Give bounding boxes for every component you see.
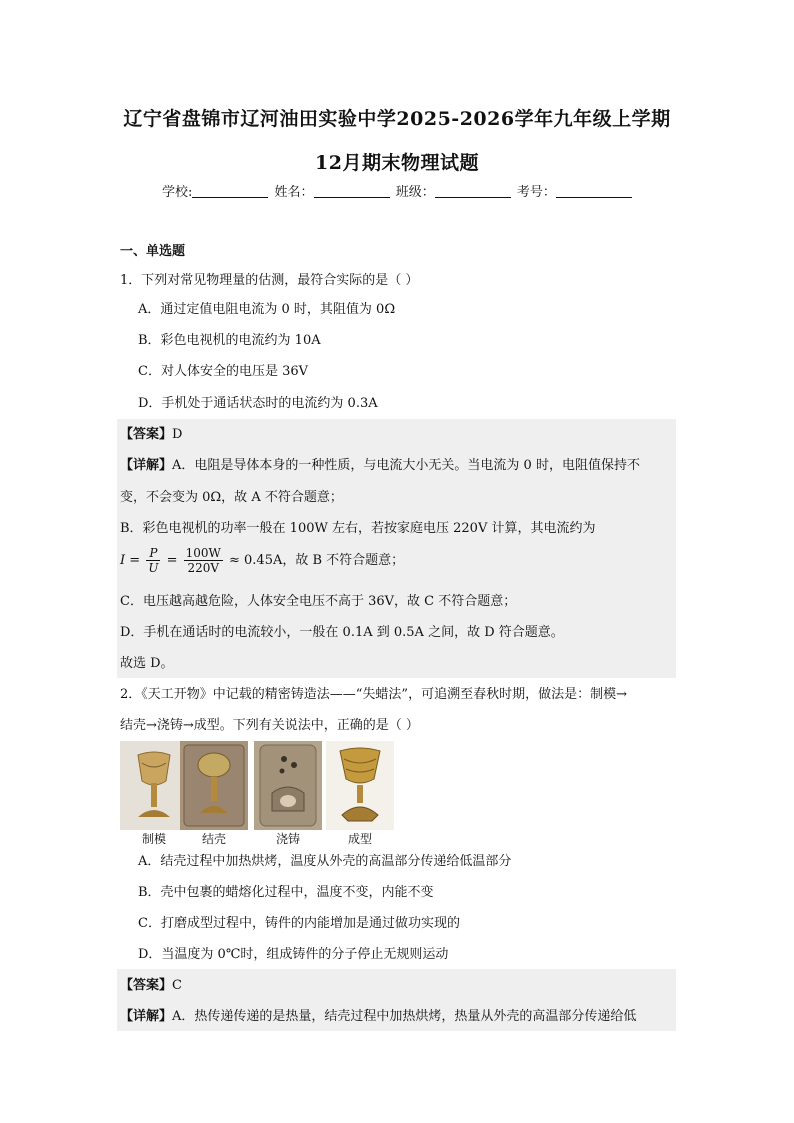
exam-title-line2: 12月期末物理试题 xyxy=(315,152,479,174)
q2-option-c: C．打磨成型过程中，铸件的内能增加是通过做功实现的 xyxy=(138,916,460,931)
formula-p-over-u: $\frac{P}{U}$ xyxy=(148,546,159,575)
exam-title-line1: 辽宁省盘锦市辽河油田实验中学2025-2026学年九年级上学期 xyxy=(123,108,671,130)
q2-option-b: B．壳中包裹的蜡熔化过程中，温度不变，内能不变 xyxy=(138,885,434,900)
q1-conclusion: 故选 D。 xyxy=(120,656,174,671)
school-label: 学校: xyxy=(162,185,193,200)
q1-formula: I = $\frac{P}{U}$ = $\frac{100W}{220V}$ ≈ 0.45A，故 B 不符合题意； xyxy=(120,546,405,575)
mold-icon xyxy=(254,741,322,830)
q2-answer xyxy=(120,978,182,994)
class-blank[interactable] xyxy=(435,184,511,198)
q2-detail-line1 xyxy=(120,1009,636,1025)
q1-stem: 1．下列对常见物理量的估测，最符合实际的是（ ） xyxy=(120,273,419,288)
detail-tag: 【详解】 xyxy=(120,1009,173,1024)
answer-tag: 【答案】 xyxy=(120,978,173,993)
answer-tag: 【答案】 xyxy=(120,427,173,442)
formula-result: ≈ 0.45A xyxy=(229,553,283,568)
q2-option-a: A．结壳过程中加热烘烤，温度从外壳的高温部分传递给低温部分 xyxy=(138,854,512,869)
q1-detail-line3: B．彩色电视机的功率一般在 100W 左右，若按家庭电压 220V 计算，其电流约为 xyxy=(120,521,596,536)
name-blank[interactable] xyxy=(314,184,390,198)
q1-detail-line1 xyxy=(120,458,640,474)
q1-detail-line4: C．电压越高越危险，人体安全电压不高于 36V，故 C 不符合题意； xyxy=(120,594,517,609)
clay-shell-icon xyxy=(180,741,248,830)
wax-model-image xyxy=(120,741,188,830)
q1-detail-line5: D．手机在通话时的电流较小，一般在 0.1A 到 0.5A 之间，故 D 符合题意。 xyxy=(120,625,564,640)
name-label: 姓名： xyxy=(274,185,314,200)
caption-model: 制模 xyxy=(141,832,166,846)
answer-value: D xyxy=(172,427,183,442)
formula-current: I xyxy=(120,553,126,568)
q1-answer xyxy=(120,427,182,443)
caption-casting: 浇铸 xyxy=(275,832,300,846)
casting-image xyxy=(254,741,322,830)
q1-option-a: A．通过定值电阻电流为 0 时，其阻值为 0Ω xyxy=(138,302,396,317)
bronze-goblet-icon xyxy=(326,741,394,830)
q1-option-d: D．手机处于通话状态时的电流约为 0.3A xyxy=(138,396,378,411)
formula-tail: ，故 B 不符合题意； xyxy=(282,553,405,568)
answer-value: C xyxy=(172,978,182,993)
section-heading: 一、单选题 xyxy=(120,244,186,259)
caption-shell: 结壳 xyxy=(201,832,226,846)
q2-option-d: D．当温度为 0℃时，组成铸件的分子停止无规则运动 xyxy=(138,947,449,962)
goblet-model-icon xyxy=(120,741,188,830)
detail-tag: 【详解】 xyxy=(120,458,173,473)
q1-detail-line2: 变，不会变为 0Ω，故 A 不符合题意； xyxy=(120,490,343,505)
caption-finished: 成型 xyxy=(347,832,372,846)
finished-image xyxy=(326,741,394,830)
student-info-row xyxy=(162,181,634,200)
number-blank[interactable] xyxy=(556,184,632,198)
q2-stem-line1: 2．《天工开物》中记载的精密铸造法——“失蜡法”，可追溯至春秋时期，做法是：制模→ xyxy=(120,687,627,702)
q1-option-c: C．对人体安全的电压是 36V xyxy=(138,364,309,379)
formula-values: $\frac{100W}{220V}$ xyxy=(185,546,221,575)
q1-option-b: B．彩色电视机的电流约为 10A xyxy=(138,333,321,348)
detail-text: A．电阻是导体本身的一种性质，与电流大小无关。当电流为 0 时，电阻值保持不 xyxy=(172,458,640,473)
shell-image xyxy=(180,741,248,830)
class-label: 班级： xyxy=(395,185,435,200)
school-blank[interactable] xyxy=(192,184,268,198)
number-label: 考号： xyxy=(516,185,556,200)
q2-stem-line2: 结壳→浇铸→成型。下列有关说法中，正确的是（ ） xyxy=(120,718,419,733)
detail-text: A．热传递传递的是热量，结壳过程中加热烘烤，热量从外壳的高温部分传递给低 xyxy=(172,1009,637,1024)
